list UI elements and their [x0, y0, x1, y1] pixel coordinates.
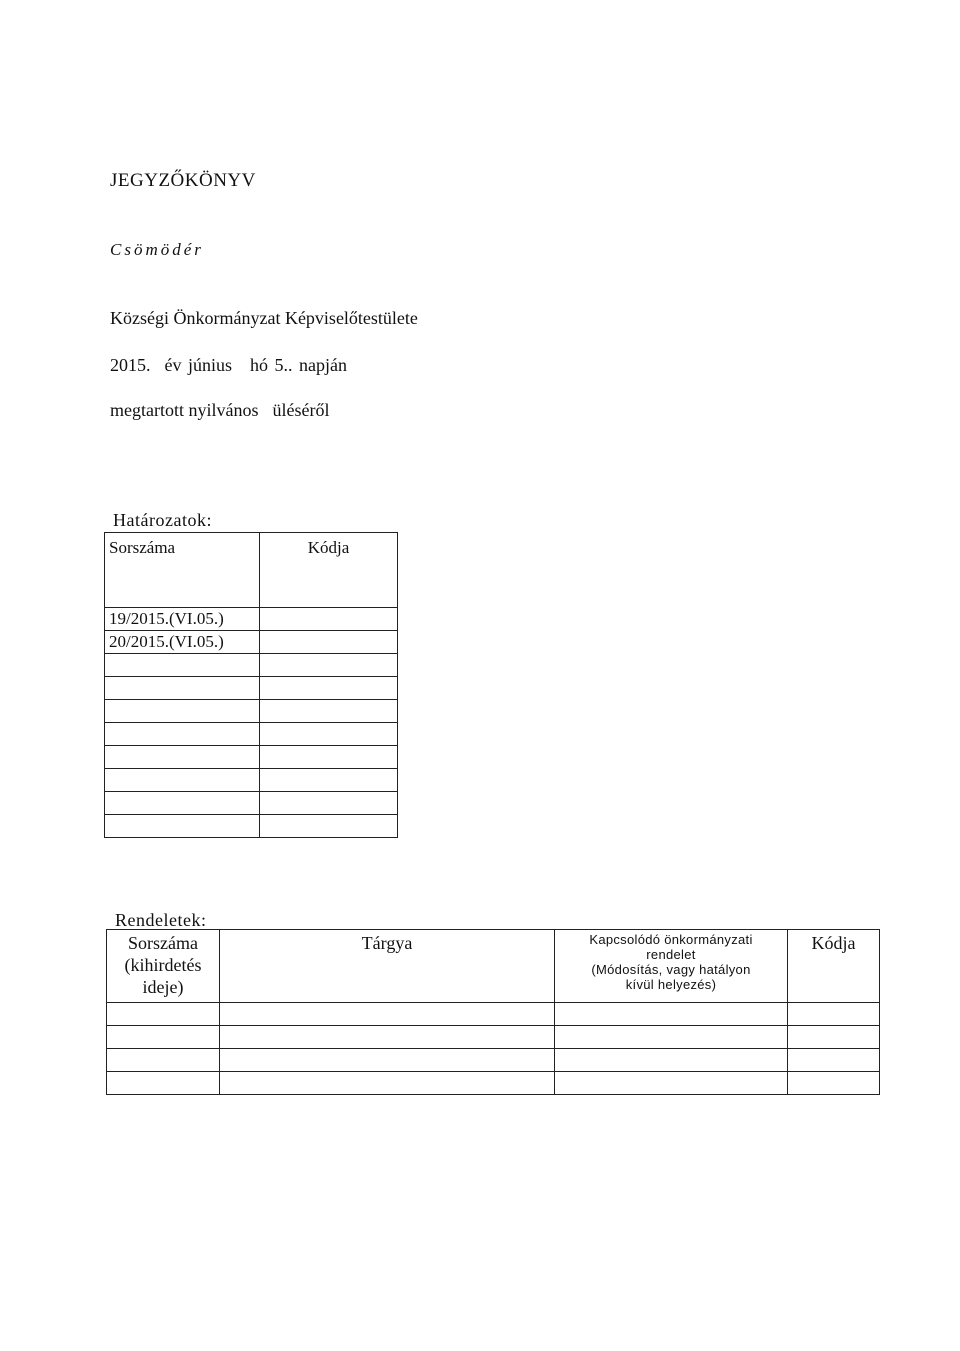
decrees-col-sorszama-line: ideje) [142, 977, 184, 997]
decrees-table-row [107, 1003, 880, 1026]
decree-number-cell [107, 1072, 220, 1095]
resolution-number-cell [105, 654, 260, 677]
decree-code-cell [788, 1049, 880, 1072]
resolution-code-cell [260, 654, 398, 677]
resolution-code-cell [260, 608, 398, 631]
resolutions-table-row [105, 746, 398, 769]
resolutions-table-row [105, 654, 398, 677]
decrees-header-row [107, 930, 880, 1003]
decrees-col-sorszama-line: Sorszáma [128, 933, 198, 953]
resolution-code-cell [260, 631, 398, 654]
decrees-table-row [107, 1072, 880, 1095]
meeting-of: üléséről [272, 400, 330, 420]
resolution-number-cell [105, 700, 260, 723]
resolution-number-cell [105, 723, 260, 746]
meeting-held: megtartott nyilvános [110, 400, 259, 420]
resolution-number-cell [105, 792, 260, 815]
resolutions-heading: Határozatok: [113, 510, 212, 530]
resolutions-table [104, 532, 398, 838]
resolutions-table-row [105, 631, 398, 654]
decree-related-cell [555, 1003, 788, 1026]
resolution-code-cell [260, 815, 398, 838]
resolution-code-cell [260, 723, 398, 746]
resolutions-table-row [105, 723, 398, 746]
decrees-col-kapcsolodo-line: (Módosítás, vagy hatályon [591, 962, 751, 977]
date-ev: év [164, 355, 182, 375]
decrees-col-kapcsolodo-line: rendelet [646, 947, 696, 962]
decree-number-cell [107, 1049, 220, 1072]
resolutions-table-row [105, 792, 398, 815]
resolution-number-cell [105, 815, 260, 838]
resolution-number-cell: 20/2015.(VI.05.) [105, 631, 260, 654]
decrees-table [106, 929, 880, 1095]
decree-number-cell [107, 1026, 220, 1049]
resolutions-table-row [105, 677, 398, 700]
decrees-col-kapcsolodo-line: Kapcsolódó önkormányzati [589, 932, 753, 947]
decree-subject-cell [220, 1049, 555, 1072]
resolution-number-cell [105, 769, 260, 792]
resolution-code-cell [260, 700, 398, 723]
decrees-col-kapcsolodo-line: kívül helyezés) [625, 977, 717, 992]
decree-code-cell [788, 1072, 880, 1095]
settlement-name: Csömödér [110, 240, 204, 259]
resolution-code-cell [260, 792, 398, 815]
document-title: JEGYZŐKÖNYV [110, 170, 256, 191]
decrees-col-kodja: Kódja [788, 930, 880, 1003]
decree-code-cell [788, 1003, 880, 1026]
resolution-code-cell [260, 746, 398, 769]
decrees-table-row [107, 1049, 880, 1072]
decree-subject-cell [220, 1072, 555, 1095]
resolution-code-cell [260, 677, 398, 700]
decrees-col-kapcsolodo [555, 930, 788, 1003]
decrees-heading: Rendeletek: [115, 910, 207, 930]
resolutions-header-row [105, 533, 398, 608]
date-month: június [188, 355, 233, 375]
resolutions-table-row [105, 769, 398, 792]
decree-code-cell [788, 1026, 880, 1049]
decree-related-cell [555, 1026, 788, 1049]
date-year: 2015. [110, 355, 151, 375]
council-name: Községi Önkormányzat Képviselőtestülete [110, 308, 418, 328]
meeting-type-line [110, 400, 329, 421]
decree-subject-cell [220, 1026, 555, 1049]
decree-related-cell [555, 1049, 788, 1072]
resolution-code-cell [260, 769, 398, 792]
decree-subject-cell [220, 1003, 555, 1026]
resolution-number-cell [105, 746, 260, 769]
resolutions-table-row [105, 700, 398, 723]
meeting-date-line [110, 355, 347, 376]
decrees-col-sorszama [107, 930, 220, 1003]
resolutions-col-kodja: Kódja [260, 533, 398, 608]
decrees-col-targya: Tárgya [220, 930, 555, 1003]
date-day: hó 5.. napján [250, 355, 347, 375]
decree-number-cell [107, 1003, 220, 1026]
resolutions-table-row [105, 815, 398, 838]
resolution-number-cell [105, 677, 260, 700]
decrees-table-row [107, 1026, 880, 1049]
decree-related-cell [555, 1072, 788, 1095]
resolutions-table-row [105, 608, 398, 631]
resolution-number-cell: 19/2015.(VI.05.) [105, 608, 260, 631]
resolutions-col-sorszama: Sorszáma [105, 533, 260, 608]
decrees-col-sorszama-line: (kihirdetés [124, 955, 202, 975]
